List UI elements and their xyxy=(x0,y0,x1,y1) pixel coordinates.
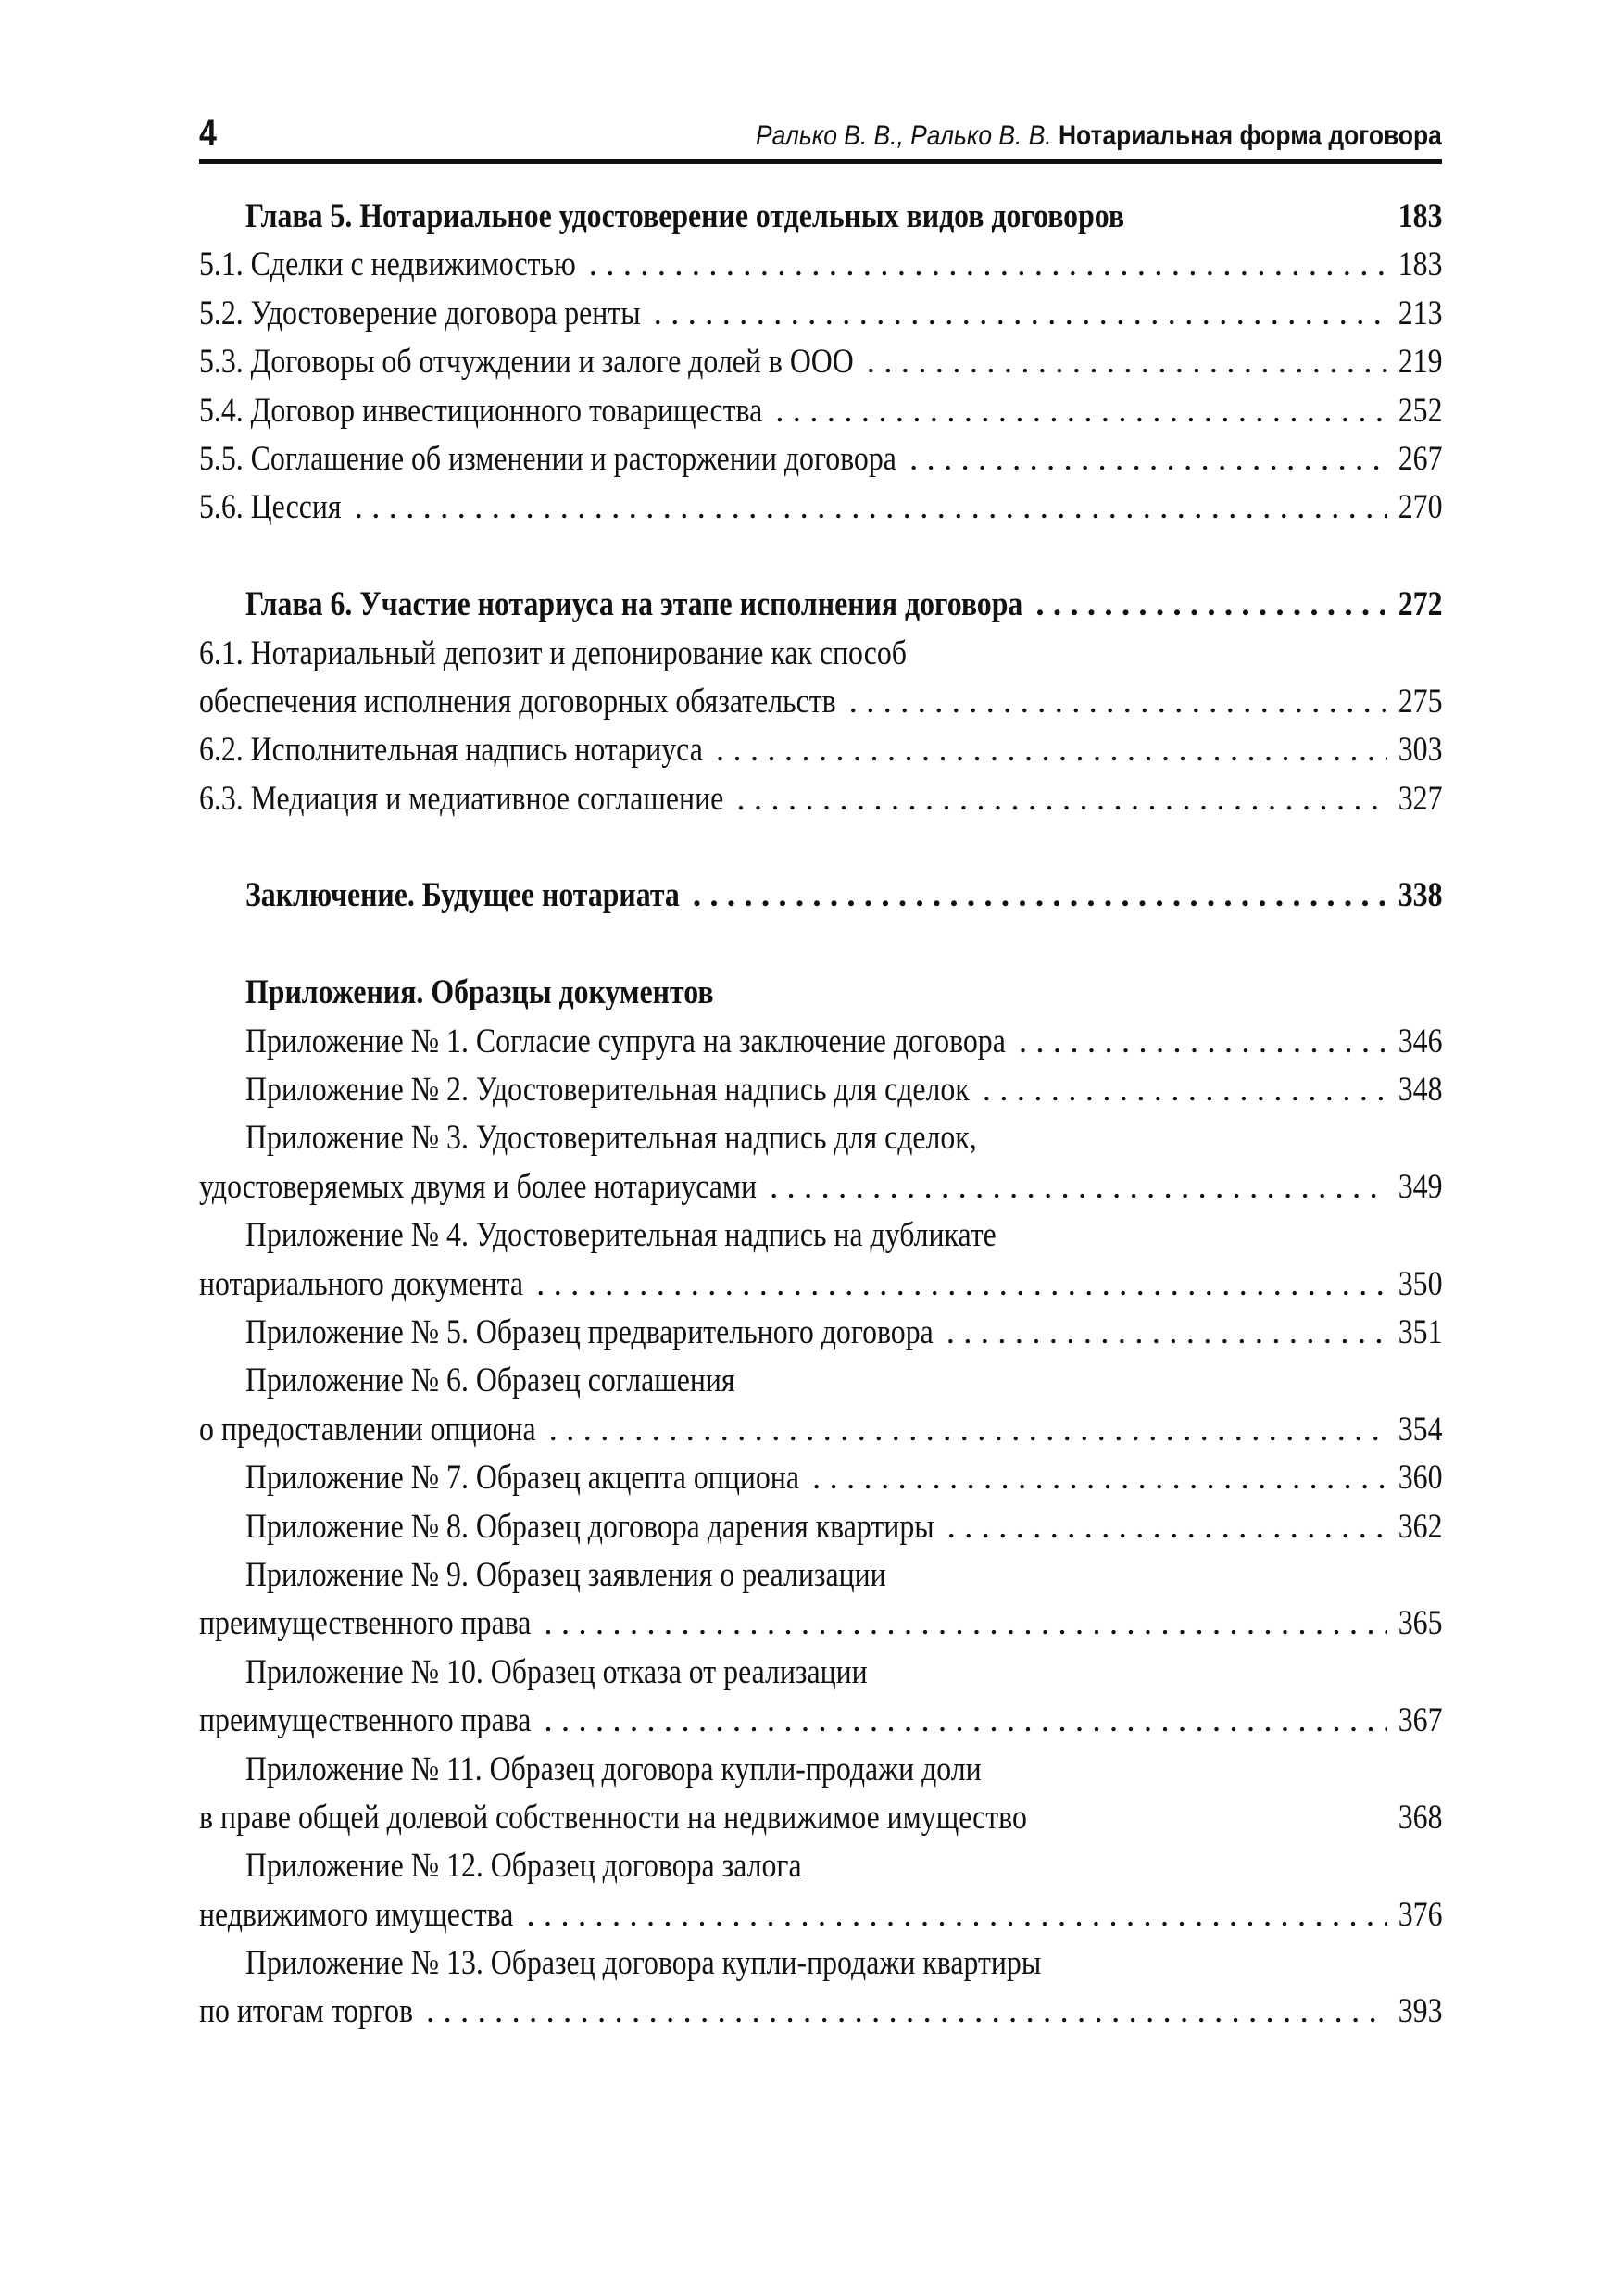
toc-entry-appendix[interactable] xyxy=(199,1842,1442,1939)
toc-entry-appendix[interactable] xyxy=(199,1454,1442,1502)
toc-entry-title: 5.6. Цессия xyxy=(199,488,342,527)
toc-entry-title: Приложение № 6. Образец соглашения xyxy=(245,1361,735,1400)
toc-line xyxy=(199,1649,1442,1697)
toc-line xyxy=(199,1939,1442,1988)
dot-leader xyxy=(770,1163,1386,1211)
toc-line xyxy=(199,1697,1442,1745)
toc-entry-title: 5.2. Удостоверение договора ренты xyxy=(199,294,641,332)
toc-line xyxy=(199,1794,1442,1842)
toc-page-number: 349 xyxy=(1398,1167,1442,1206)
toc-page-number: 252 xyxy=(1398,391,1442,430)
toc-entry-title: Приложение № 3. Удостоверительная надпись для сделок, xyxy=(245,1119,977,1158)
toc-page-number: 350 xyxy=(1398,1264,1442,1303)
dot-leader xyxy=(716,726,1387,774)
toc-line xyxy=(199,387,1442,435)
toc-entry-title: недвижимого имущества xyxy=(199,1895,514,1934)
dot-leader xyxy=(549,1406,1387,1454)
toc-line xyxy=(199,435,1442,483)
toc-entry-title: Приложение № 9. Образец заявления о реализации xyxy=(245,1555,886,1594)
toc-entry-appendix[interactable] xyxy=(199,1114,1442,1211)
toc-entry-title: 5.4. Договор инвестиционного товарищества xyxy=(199,391,763,430)
toc-page-number: 267 xyxy=(1398,439,1442,478)
toc-page-number: 393 xyxy=(1398,1992,1442,2031)
toc-entry-title: Приложения. Образцы документов xyxy=(245,973,714,1012)
toc-entry-appendix[interactable] xyxy=(199,1503,1442,1551)
toc-entry-title: Глава 6. Участие нотариуса на этапе исполнения договора xyxy=(245,585,1023,624)
toc-entry-title: Приложение № 11. Образец договора купли-продажи доли xyxy=(245,1750,982,1788)
toc-line xyxy=(199,193,1442,241)
dot-leader xyxy=(536,1261,1386,1309)
toc-entry-title: удостоверяемых двумя и более нотариусами xyxy=(199,1167,758,1206)
toc-entry-title: преимущественного права xyxy=(199,1701,532,1740)
toc-entry-title: Приложение № 1. Согласие супруга на заключение договора xyxy=(245,1022,1006,1060)
toc-line xyxy=(199,1018,1442,1066)
toc-line xyxy=(199,1163,1442,1211)
running-header xyxy=(199,109,1442,161)
toc-entry-title: Приложение № 10. Образец отказа от реализации xyxy=(245,1652,868,1691)
toc-line xyxy=(199,1357,1442,1405)
toc-entry-chapter[interactable] xyxy=(199,872,1442,920)
toc-entry-section[interactable] xyxy=(199,435,1442,483)
toc-line xyxy=(199,1988,1442,2036)
toc-entry-section[interactable] xyxy=(199,726,1442,774)
toc-entry-chapter[interactable] xyxy=(199,193,1442,241)
header-text xyxy=(756,120,1442,152)
toc-spacer xyxy=(199,533,1442,581)
dot-leader xyxy=(654,290,1387,338)
page-number: 4 xyxy=(199,113,217,154)
dot-leader xyxy=(736,775,1386,823)
toc-line xyxy=(199,1309,1442,1357)
dot-leader xyxy=(849,678,1387,726)
toc-line xyxy=(199,1746,1442,1794)
header-book-title: Нотариальная форма договора xyxy=(1059,120,1442,151)
toc-entry-title: Глава 5. Нотариальное удостоверение отдельных видов договоров xyxy=(245,197,1125,235)
toc-entry-title: нотариального документа xyxy=(199,1264,524,1303)
dot-leader xyxy=(693,872,1387,920)
toc-line xyxy=(199,969,1442,1017)
toc-spacer xyxy=(199,921,1442,969)
dot-leader xyxy=(812,1454,1387,1502)
toc-line xyxy=(199,1261,1442,1309)
toc-entry-title: Заключение. Будущее нотариата xyxy=(245,876,680,915)
toc-page-number: 213 xyxy=(1398,294,1442,332)
toc-entry-appendix[interactable] xyxy=(199,1939,1442,2037)
toc-entry-title: Приложение № 2. Удостоверительная надпись для сделок xyxy=(245,1071,970,1110)
toc-entry-section[interactable] xyxy=(199,241,1442,289)
toc-line xyxy=(199,775,1442,823)
toc-entry-appendix[interactable] xyxy=(199,1551,1442,1649)
toc-entry-title: 6.1. Нотариальный депозит и депонирование как способ xyxy=(199,634,907,672)
dot-leader xyxy=(1035,581,1386,629)
toc-entry-section[interactable] xyxy=(199,387,1442,435)
toc-entry-title: о предоставлении опциона xyxy=(199,1410,536,1449)
toc-entry-title: 5.1. Сделки с недвижимостью xyxy=(199,245,576,284)
toc-line xyxy=(199,1600,1442,1648)
toc-line xyxy=(199,1891,1442,1939)
toc-line xyxy=(199,726,1442,774)
toc-page-number: 303 xyxy=(1398,731,1442,770)
toc-entry-title: Приложение № 4. Удостоверительная надпись на дубликате xyxy=(245,1216,997,1255)
dot-leader xyxy=(983,1066,1387,1114)
toc-line xyxy=(199,581,1442,629)
dot-leader xyxy=(909,435,1387,483)
toc-entry-title: 6.2. Исполнительная надпись нотариуса xyxy=(199,731,703,770)
dot-leader xyxy=(775,387,1386,435)
toc-entry-appendix[interactable] xyxy=(199,1066,1442,1114)
toc-page-number: 354 xyxy=(1398,1410,1442,1449)
toc-entry-appendix[interactable] xyxy=(199,1211,1442,1309)
toc-page-number: 376 xyxy=(1398,1895,1442,1934)
toc-entry-title: Приложение № 12. Образец договора залога xyxy=(245,1847,802,1886)
toc-page-number: 348 xyxy=(1398,1071,1442,1110)
toc-entry-title: Приложение № 7. Образец акцепта опциона xyxy=(245,1459,799,1498)
toc-page-number: 327 xyxy=(1398,779,1442,818)
dot-leader xyxy=(526,1891,1386,1939)
toc-entry-title: 5.5. Соглашение об изменении и расторжении договора xyxy=(199,439,896,478)
dot-leader xyxy=(947,1503,1387,1551)
toc-entry-title: Приложение № 5. Образец предварительного договора xyxy=(245,1312,934,1351)
toc-entry-appendix[interactable] xyxy=(199,1357,1442,1454)
toc-entry-appendix[interactable] xyxy=(199,1746,1442,1843)
dot-leader xyxy=(544,1600,1386,1648)
toc-page-number: 367 xyxy=(1398,1701,1442,1740)
toc-line xyxy=(199,1211,1442,1260)
toc-entry-appendix[interactable] xyxy=(199,1309,1442,1357)
header-authors: Ралько В. В., Ралько В. В. xyxy=(756,120,1052,151)
toc-page-number: 351 xyxy=(1398,1312,1442,1351)
dot-leader xyxy=(544,1697,1386,1745)
toc-line xyxy=(199,1406,1442,1454)
dot-leader xyxy=(867,338,1387,386)
toc-entry-section[interactable] xyxy=(199,483,1442,532)
dot-leader xyxy=(426,1988,1386,2036)
toc-entry-section[interactable] xyxy=(199,630,1442,727)
toc-line xyxy=(199,290,1442,338)
toc-page-number: 275 xyxy=(1398,682,1442,721)
toc-line xyxy=(199,630,1442,678)
toc-page-number: 183 xyxy=(1398,245,1442,284)
toc-line xyxy=(199,1066,1442,1114)
toc-line xyxy=(199,483,1442,532)
toc-line xyxy=(199,1842,1442,1890)
dot-leader xyxy=(1019,1018,1387,1066)
toc-entry-appendix[interactable] xyxy=(199,1018,1442,1066)
toc-line xyxy=(199,338,1442,386)
toc-page-number: 338 xyxy=(1398,876,1442,915)
dot-leader xyxy=(355,483,1387,532)
dot-leader xyxy=(589,241,1387,289)
toc-entry-title: в праве общей долевой собственности на недвижимое имущество xyxy=(199,1798,1027,1837)
toc-line xyxy=(199,1503,1442,1551)
toc-entry-section[interactable] xyxy=(199,290,1442,338)
toc-page-number: 270 xyxy=(1398,488,1442,527)
toc-line xyxy=(199,1454,1442,1502)
toc-entry-title: обеспечения исполнения договорных обязательств xyxy=(199,682,836,721)
toc-line xyxy=(199,1551,1442,1600)
toc-entry-title: 5.3. Договоры об отчуждении и залоге долей в ООО xyxy=(199,343,854,382)
toc-entry-title: по итогам торгов xyxy=(199,1992,414,2031)
toc-entry-heading[interactable] xyxy=(199,969,1442,1017)
toc-entry-chapter[interactable] xyxy=(199,581,1442,629)
dot-leader xyxy=(946,1309,1387,1357)
toc-entry-section[interactable] xyxy=(199,338,1442,386)
toc-page-number: 346 xyxy=(1398,1022,1442,1060)
toc-entry-title: преимущественного права xyxy=(199,1604,532,1643)
toc-spacer xyxy=(199,823,1442,872)
toc-entry-title: Приложение № 13. Образец договора купли-продажи квартиры xyxy=(245,1944,1042,1983)
toc-line xyxy=(199,241,1442,289)
toc-page-number: 272 xyxy=(1398,585,1442,624)
toc-line xyxy=(199,872,1442,920)
toc-page-number: 360 xyxy=(1398,1459,1442,1498)
toc-entry-appendix[interactable] xyxy=(199,1649,1442,1746)
toc-page-number: 365 xyxy=(1398,1604,1442,1643)
toc-page-number: 183 xyxy=(1398,197,1442,235)
header-rule xyxy=(199,159,1442,164)
toc-page-number: 362 xyxy=(1398,1507,1442,1546)
toc-page-number: 368 xyxy=(1398,1798,1442,1837)
toc-line xyxy=(199,678,1442,726)
toc-entry-section[interactable] xyxy=(199,775,1442,823)
toc-page-number: 219 xyxy=(1398,343,1442,382)
toc-line xyxy=(199,1114,1442,1162)
table-of-contents xyxy=(199,193,1442,2037)
toc-entry-title: 6.3. Медиация и медиативное соглашение xyxy=(199,779,724,818)
toc-entry-title: Приложение № 8. Образец договора дарения квартиры xyxy=(245,1507,934,1546)
